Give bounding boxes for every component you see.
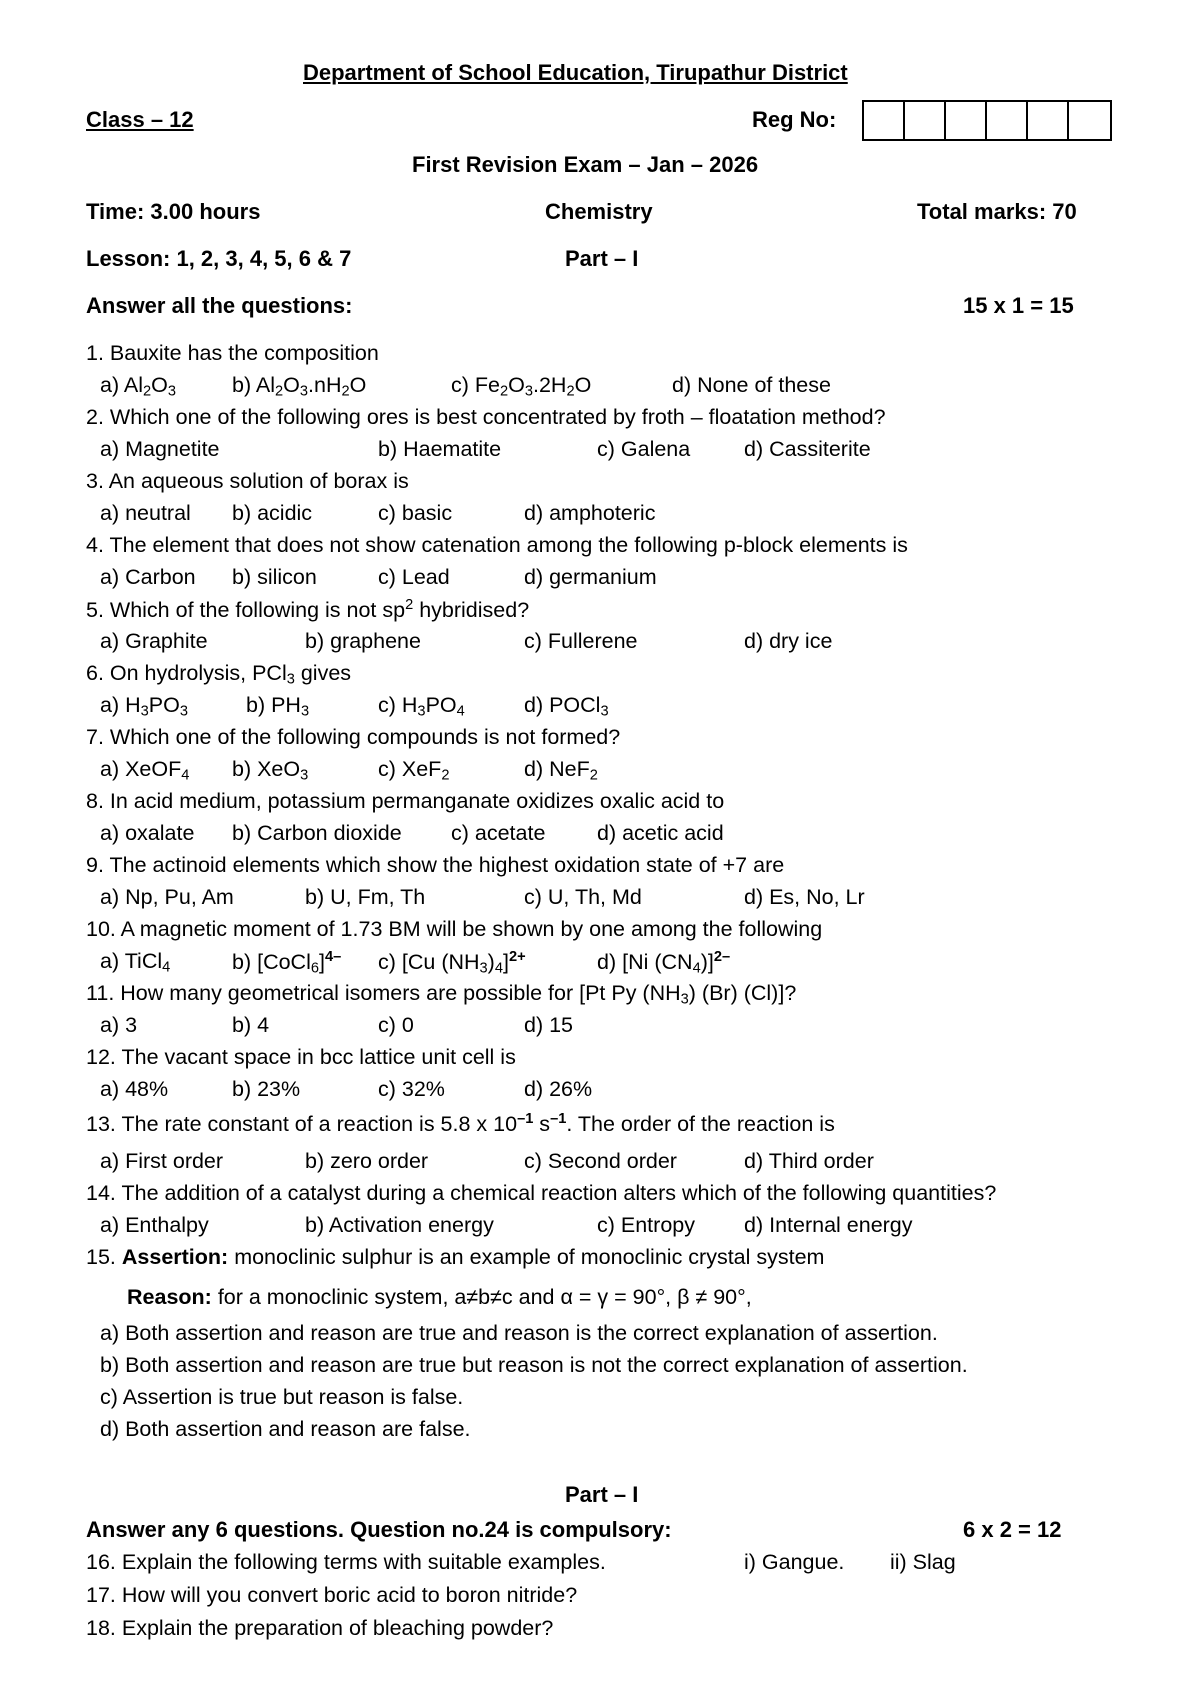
option-a: a) TiCl$_4$: [100, 949, 171, 976]
option-a: a) Np, Pu, Am: [100, 885, 234, 909]
option-c: c) Fullerene: [524, 629, 638, 653]
option-b: b) [CoCl$_6$]$^{4-}$: [232, 949, 342, 977]
reason-line: [127, 1285, 752, 1310]
question-extra: ii) Slag: [890, 1550, 956, 1574]
option-a: a) Graphite: [100, 629, 208, 653]
question-text: 7. Which one of the following compounds is not formed?: [86, 725, 621, 749]
option-b: b) $Al_2O_3.nH_2O$: [232, 373, 367, 400]
option-c: c) 32%: [378, 1077, 445, 1101]
option-c: c) Second order: [524, 1149, 677, 1173]
time-label: Time: 3.00 hours: [86, 199, 261, 224]
option-a: a) oxalate: [100, 821, 195, 845]
question-number: 15.: [86, 1245, 116, 1269]
option-d: d) NeF$_2$: [524, 757, 598, 784]
option-b: b) Haematite: [378, 437, 502, 461]
reg-no-cell[interactable]: [987, 102, 1028, 139]
option-d: d) Internal energy: [744, 1213, 913, 1237]
option-b: b) graphene: [305, 629, 421, 653]
option-d: d) Third order: [744, 1149, 874, 1173]
option-d: d) germanium: [524, 565, 657, 589]
option-a: a) XeOF$_4$: [100, 757, 190, 784]
option-a: a) Both assertion and reason are true and reason is the correct explanation of assertion.: [100, 1321, 938, 1345]
question-text: 1. Bauxite has the composition: [86, 341, 379, 365]
option-a: a) 3: [100, 1013, 138, 1037]
option-c: c) Entropy: [597, 1213, 695, 1237]
question-text: 18. Explain the preparation of bleaching powder?: [86, 1616, 554, 1640]
option-b: b) U, Fm, Th: [305, 885, 426, 909]
option-c: c) Assertion is true but reason is false.: [100, 1385, 464, 1409]
marks-scheme: 15 x 1 = 15: [963, 293, 1074, 318]
question-text: 16. Explain the following terms with suitable examples.: [86, 1550, 606, 1574]
instruction-label: Answer all the questions:: [86, 293, 353, 318]
question-text: 8. In acid medium, potassium permanganate oxidizes oxalic acid to: [86, 789, 725, 813]
option-b: b) acidic: [232, 501, 313, 525]
option-a: a) Carbon: [100, 565, 196, 589]
assertion-text: monoclinic sulphur is an example of monoclinic crystal system: [234, 1245, 825, 1269]
option-b: b) silicon: [232, 565, 317, 589]
option-c: c) Galena: [597, 437, 691, 461]
question-text: 5. Which of the following is not $sp^2$ hybridised?: [86, 597, 530, 623]
question-text: 4. The element that does not show catenation among the following p-block elements is: [86, 533, 908, 557]
department-title: Department of School Education, Tirupathur District: [303, 60, 848, 85]
reg-no-label: Reg No:: [752, 107, 837, 132]
option-c: c) XeF$_2$: [378, 757, 450, 784]
reg-no-cell[interactable]: [946, 102, 987, 139]
question-text: 11. How many geometrical isomers are possible for [Pt Py $(NH_3)$ (Br) (Cl)]?: [86, 981, 797, 1008]
lesson-label: Lesson: 1, 2, 3, 4, 5, 6 & 7: [86, 246, 352, 271]
part-2-instruction: Answer any 6 questions. Question no.24 is compulsory:: [86, 1517, 672, 1542]
option-b: b) Carbon dioxide: [232, 821, 402, 845]
option-b: b) XeO$_3$: [232, 757, 309, 784]
reg-no-boxes[interactable]: [862, 100, 1112, 141]
option-b: b) Both assertion and reason are true but reason is not the correct explanation of assertion.: [100, 1353, 968, 1377]
option-d: d) dry ice: [744, 629, 833, 653]
option-d: d) 26%: [524, 1077, 593, 1101]
option-a: a) neutral: [100, 501, 191, 525]
assertion-label: Assertion:: [121, 1245, 229, 1269]
option-c: c) $Fe_2O_3.2H_2O$: [451, 373, 592, 400]
option-c: c) $H_3PO_4$: [378, 693, 465, 720]
option-d: d) acetic acid: [597, 821, 724, 845]
option-c: c) U, Th, Md: [524, 885, 642, 909]
option-c: c) acetate: [451, 821, 546, 845]
reg-no-cell[interactable]: [1069, 102, 1110, 139]
option-d: d) POCl$_3$: [524, 693, 609, 720]
option-a: a) $Al_2O_3$: [100, 373, 177, 400]
option-b: b) zero order: [305, 1149, 429, 1173]
option-d: d) 15: [524, 1013, 574, 1037]
option-a: a) Magnetite: [100, 437, 220, 461]
question-text: 6. On hydrolysis, PCl$_3$ gives: [86, 661, 352, 688]
reg-no-cell[interactable]: [1028, 102, 1069, 139]
class-label: Class – 12: [86, 107, 194, 132]
question-text: 13. The rate constant of a reaction is 5.8 x $10^{-1}$ $s^{-1}$. The order of the reaction is: [86, 1111, 835, 1137]
reg-no-cell[interactable]: [864, 102, 905, 139]
option-d: d) Cassiterite: [744, 437, 871, 461]
option-b: b) 4: [232, 1013, 270, 1037]
question-text: 2. Which one of the following ores is best concentrated by froth – floatation method?: [86, 405, 886, 429]
total-marks-label: Total marks: 70: [917, 199, 1077, 224]
option-a: a) $H_3PO_3$: [100, 693, 188, 720]
option-a: a) Enthalpy: [100, 1213, 209, 1237]
question-extra: i) Gangue.: [744, 1550, 845, 1574]
reg-no-cell[interactable]: [905, 102, 946, 139]
option-d: d) [Ni $(CN_4)]^{2-}$: [597, 949, 731, 977]
option-d: d) None of these: [672, 373, 831, 397]
option-d: d) amphoteric: [524, 501, 656, 525]
option-d: d) Es, No, Lr: [744, 885, 865, 909]
option-b: b) Activation energy: [305, 1213, 494, 1237]
option-c: c) [Cu $(NH_3)_4]^{2+}$: [378, 949, 526, 977]
question-text: 12. The vacant space in bcc lattice unit cell is: [86, 1045, 516, 1069]
question-text: 17. How will you convert boric acid to boron nitride?: [86, 1583, 578, 1607]
option-a: a) First order: [100, 1149, 224, 1173]
question-15: [86, 1245, 824, 1270]
question-text: 10. A magnetic moment of 1.73 BM will be shown by one among the following: [86, 917, 823, 941]
question-text: 3. An aqueous solution of borax is: [86, 469, 409, 493]
question-text: 14. The addition of a catalyst during a chemical reaction alters which of the following quantities?: [86, 1181, 997, 1205]
option-a: a) 48%: [100, 1077, 169, 1101]
option-b: b) $PH_3$: [246, 693, 310, 720]
reason-label: Reason:: [127, 1285, 212, 1309]
option-c: c) Lead: [378, 565, 450, 589]
question-text: 9. The actinoid elements which show the highest oxidation state of +7 are: [86, 853, 785, 877]
option-c: c) basic: [378, 501, 453, 525]
part-title: Part – I: [565, 246, 639, 271]
option-d: d) Both assertion and reason are false.: [100, 1417, 471, 1441]
option-c: c) 0: [378, 1013, 414, 1037]
reason-text: for a monoclinic system, a≠b≠c and α = γ = 90°, β ≠ 90°,: [217, 1285, 752, 1309]
option-b: b) 23%: [232, 1077, 301, 1101]
exam-title: First Revision Exam – Jan – 2026: [412, 152, 759, 177]
part-2-title: Part – I: [565, 1482, 639, 1507]
subject-label: Chemistry: [545, 199, 653, 224]
part-2-marks-scheme: 6 x 2 = 12: [963, 1517, 1062, 1542]
